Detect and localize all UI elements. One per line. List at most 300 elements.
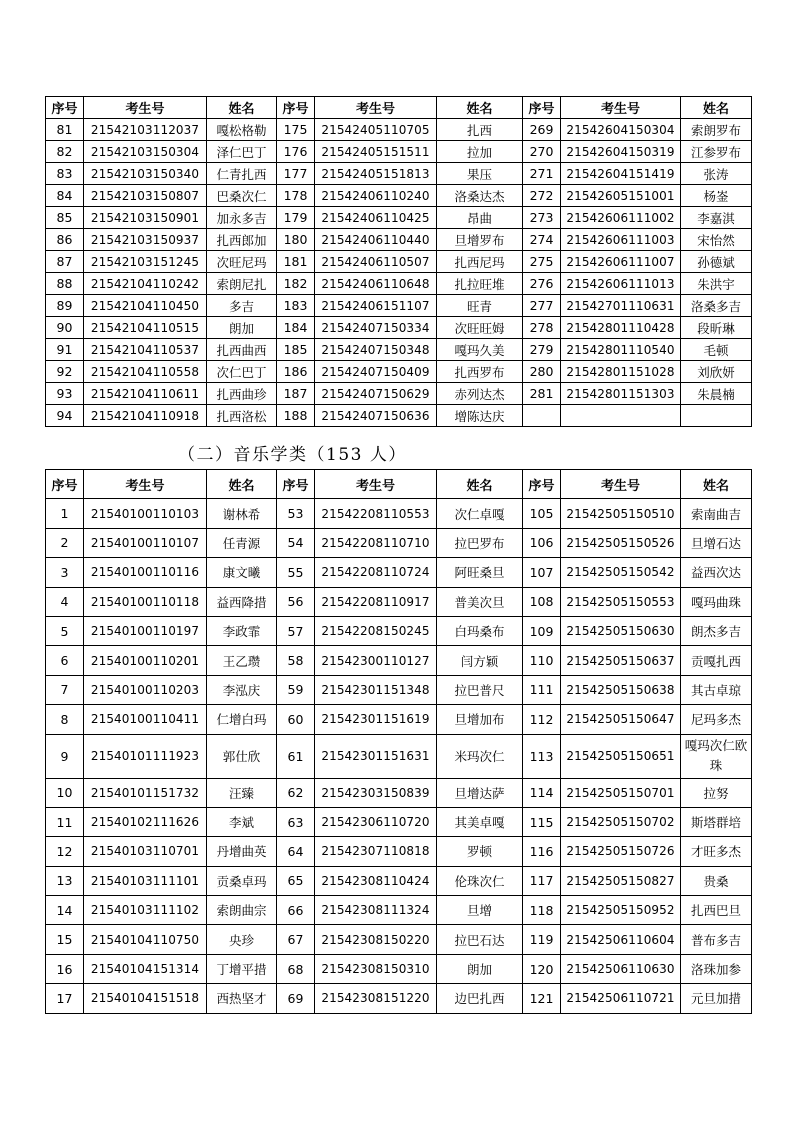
cell-seq: 94 [46,405,84,427]
table-row [46,163,752,185]
cell-seq: 2 [46,528,84,557]
table-header-row [46,97,752,119]
cell-name: 江参罗布 [681,141,752,163]
cell-exam-id: 21542604151419 [561,163,681,185]
cell-seq [523,405,561,427]
cell-name: 汪臻 [207,778,277,807]
cell-name: 昂曲 [437,207,523,229]
header-name: 姓名 [681,97,752,119]
cell-exam-id: 21542407150409 [315,361,437,383]
cell-exam-id: 21542103150937 [84,229,207,251]
cell-name: 贵桑 [681,866,752,895]
cell-exam-id: 21542103150807 [84,185,207,207]
cell-exam-id: 21542505150952 [561,896,681,925]
cell-seq: 67 [277,925,315,954]
header-seq: 序号 [277,97,315,119]
cell-seq: 59 [277,675,315,704]
cell-seq: 3 [46,558,84,587]
cell-name: 扎西罗布 [437,361,523,383]
cell-name: 扎西 [437,119,523,141]
cell-seq: 90 [46,317,84,339]
header-name: 姓名 [207,97,277,119]
cell-seq: 5 [46,616,84,645]
cell-exam-id: 21542505150647 [561,705,681,734]
cell-exam-id: 21540100110103 [84,499,207,528]
cell-seq: 69 [277,984,315,1013]
cell-name: 丁增平措 [207,954,277,983]
cell-name: 次仁巴丁 [207,361,277,383]
cell-name: 嘎松格勒 [207,119,277,141]
cell-seq: 10 [46,778,84,807]
cell-exam-id: 21542301151631 [315,734,437,778]
admission-table-2 [45,469,752,1014]
cell-name: 旦增石达 [681,528,752,557]
cell-seq: 186 [277,361,315,383]
cell-seq: 15 [46,925,84,954]
cell-seq: 82 [46,141,84,163]
table-header-row [46,470,752,499]
table-row [46,229,752,251]
table-row [46,616,752,645]
table-row [46,954,752,983]
cell-exam-id: 21542308150220 [315,925,437,954]
cell-seq: 16 [46,954,84,983]
cell-name: 旦增 [437,896,523,925]
cell-name: 仁青扎西 [207,163,277,185]
cell-exam-id: 21542103150340 [84,163,207,185]
cell-name: 拉加 [437,141,523,163]
cell-seq: 280 [523,361,561,383]
cell-name: 丹增曲英 [207,837,277,866]
cell-name: 才旺多杰 [681,837,752,866]
cell-name: 李斌 [207,807,277,836]
cell-exam-id: 21542505150651 [561,734,681,778]
cell-seq: 7 [46,675,84,704]
cell-name: 拉巴罗布 [437,528,523,557]
header-exam-id: 考生号 [84,97,207,119]
cell-seq: 93 [46,383,84,405]
cell-seq: 112 [523,705,561,734]
cell-seq: 81 [46,119,84,141]
table-row [46,207,752,229]
cell-exam-id: 21542208110917 [315,587,437,616]
cell-seq: 117 [523,866,561,895]
header-name: 姓名 [437,470,523,499]
cell-seq: 110 [523,646,561,675]
cell-exam-id: 21542301151348 [315,675,437,704]
cell-exam-id: 21542307110818 [315,837,437,866]
cell-seq: 92 [46,361,84,383]
cell-exam-id: 21542407150334 [315,317,437,339]
cell-exam-id: 21542104110537 [84,339,207,361]
cell-seq: 65 [277,866,315,895]
admission-table-1 [45,96,752,427]
cell-name: 益西降措 [207,587,277,616]
table-row [46,866,752,895]
cell-name: 拉巴普尺 [437,675,523,704]
header-seq: 序号 [46,470,84,499]
cell-seq: 185 [277,339,315,361]
cell-name: 拉巴石达 [437,925,523,954]
header-seq: 序号 [523,470,561,499]
table-row [46,734,752,778]
table-row [46,896,752,925]
cell-name: 巴桑次仁 [207,185,277,207]
table-row [46,675,752,704]
cell-exam-id: 21542104110611 [84,383,207,405]
cell-seq: 121 [523,984,561,1013]
table-row [46,251,752,273]
cell-seq: 87 [46,251,84,273]
cell-seq: 66 [277,896,315,925]
cell-exam-id: 21542801110428 [561,317,681,339]
cell-name: 西热坚才 [207,984,277,1013]
cell-name: 刘欣妍 [681,361,752,383]
header-exam-id: 考生号 [561,97,681,119]
cell-name: 李嘉淇 [681,207,752,229]
table-row [46,405,752,427]
cell-exam-id: 21542104110515 [84,317,207,339]
cell-seq: 57 [277,616,315,645]
cell-seq: 272 [523,185,561,207]
cell-name: 扎西曲西 [207,339,277,361]
cell-name: 其古卓琼 [681,675,752,704]
cell-seq: 62 [277,778,315,807]
cell-seq: 184 [277,317,315,339]
cell-seq: 14 [46,896,84,925]
cell-seq: 120 [523,954,561,983]
table-row [46,646,752,675]
cell-seq: 86 [46,229,84,251]
cell-name: 次仁卓嘎 [437,499,523,528]
cell-exam-id: 21542406110240 [315,185,437,207]
cell-exam-id: 21542505150637 [561,646,681,675]
cell-exam-id: 21542208150245 [315,616,437,645]
header-seq: 序号 [277,470,315,499]
cell-seq: 12 [46,837,84,866]
cell-seq: 276 [523,273,561,295]
cell-exam-id: 21542405110705 [315,119,437,141]
cell-seq: 11 [46,807,84,836]
cell-seq: 105 [523,499,561,528]
cell-exam-id: 21542308110424 [315,866,437,895]
cell-seq: 113 [523,734,561,778]
cell-name: 孙德斌 [681,251,752,273]
cell-exam-id: 21542301151619 [315,705,437,734]
cell-name: 郭仕欣 [207,734,277,778]
cell-seq: 183 [277,295,315,317]
header-exam-id: 考生号 [561,470,681,499]
cell-exam-id: 21542606111003 [561,229,681,251]
cell-seq: 180 [277,229,315,251]
cell-name: 阿旺桑旦 [437,558,523,587]
cell-name: 李政霏 [207,616,277,645]
cell-exam-id: 21542208110724 [315,558,437,587]
cell-exam-id: 21542605151001 [561,185,681,207]
cell-seq: 63 [277,807,315,836]
cell-exam-id: 21542306110720 [315,807,437,836]
cell-name: 普美次旦 [437,587,523,616]
cell-name: 朱晨楠 [681,383,752,405]
cell-name: 洛珠加参 [681,954,752,983]
cell-exam-id: 21542505150726 [561,837,681,866]
cell-exam-id: 21540100110118 [84,587,207,616]
cell-name: 索朗罗布 [681,119,752,141]
cell-exam-id: 21542505150553 [561,587,681,616]
table-row [46,295,752,317]
cell-exam-id [561,405,681,427]
cell-seq: 60 [277,705,315,734]
cell-exam-id: 21540104110750 [84,925,207,954]
cell-exam-id: 21540100110107 [84,528,207,557]
cell-seq: 269 [523,119,561,141]
cell-seq: 119 [523,925,561,954]
cell-exam-id: 21542407150348 [315,339,437,361]
cell-seq: 89 [46,295,84,317]
cell-name: 任青源 [207,528,277,557]
header-seq: 序号 [46,97,84,119]
cell-name: 朗杰多吉 [681,616,752,645]
cell-seq: 279 [523,339,561,361]
cell-name [681,405,752,427]
cell-exam-id: 21542505150542 [561,558,681,587]
cell-exam-id: 21540103111102 [84,896,207,925]
cell-seq: 1 [46,499,84,528]
cell-name: 张涛 [681,163,752,185]
cell-name: 贡嘎扎西 [681,646,752,675]
cell-exam-id: 21542104110918 [84,405,207,427]
cell-seq: 178 [277,185,315,207]
cell-exam-id: 21542506110721 [561,984,681,1013]
cell-seq: 108 [523,587,561,616]
table-row [46,558,752,587]
cell-name: 扎西尼玛 [437,251,523,273]
cell-name: 普布多吉 [681,925,752,954]
cell-name: 李泓庆 [207,675,277,704]
table-row [46,705,752,734]
cell-exam-id: 21542606111002 [561,207,681,229]
cell-seq: 55 [277,558,315,587]
cell-seq: 277 [523,295,561,317]
cell-exam-id: 21542505150701 [561,778,681,807]
cell-seq: 58 [277,646,315,675]
cell-name: 嘎玛曲珠 [681,587,752,616]
cell-name: 杨崟 [681,185,752,207]
cell-name: 央珍 [207,925,277,954]
cell-seq: 4 [46,587,84,616]
cell-exam-id: 21540100110116 [84,558,207,587]
cell-seq: 278 [523,317,561,339]
cell-name: 康文曦 [207,558,277,587]
cell-exam-id: 21542505150630 [561,616,681,645]
cell-seq: 88 [46,273,84,295]
table-row [46,778,752,807]
table-row [46,119,752,141]
cell-exam-id: 21542405151813 [315,163,437,185]
cell-name: 益西次达 [681,558,752,587]
cell-name: 罗顿 [437,837,523,866]
cell-exam-id: 21542505150526 [561,528,681,557]
cell-name: 旦增加布 [437,705,523,734]
cell-exam-id: 21542407150629 [315,383,437,405]
cell-name: 次旺尼玛 [207,251,277,273]
table-row [46,925,752,954]
cell-seq: 270 [523,141,561,163]
cell-exam-id: 21542308151220 [315,984,437,1013]
cell-name: 段昕琳 [681,317,752,339]
cell-exam-id: 21540100110201 [84,646,207,675]
header-exam-id: 考生号 [84,470,207,499]
cell-exam-id: 21540102111626 [84,807,207,836]
cell-name: 增陈达庆 [437,405,523,427]
cell-name: 边巴扎西 [437,984,523,1013]
header-name: 姓名 [681,470,752,499]
cell-seq: 54 [277,528,315,557]
cell-exam-id: 21540101151732 [84,778,207,807]
cell-exam-id: 21542604150319 [561,141,681,163]
header-exam-id: 考生号 [315,470,437,499]
cell-seq: 176 [277,141,315,163]
cell-exam-id: 21542604150304 [561,119,681,141]
cell-name: 白玛桑布 [437,616,523,645]
cell-name: 朱洪宇 [681,273,752,295]
table-row [46,587,752,616]
table-row [46,984,752,1013]
cell-seq: 114 [523,778,561,807]
cell-seq: 84 [46,185,84,207]
cell-exam-id: 21540100110197 [84,616,207,645]
cell-seq: 107 [523,558,561,587]
cell-exam-id: 21542406110425 [315,207,437,229]
cell-exam-id: 21542801151028 [561,361,681,383]
cell-name: 尼玛多杰 [681,705,752,734]
cell-exam-id: 21542406110507 [315,251,437,273]
cell-seq: 188 [277,405,315,427]
cell-exam-id: 21542801151303 [561,383,681,405]
cell-name: 嘎玛次仁欧珠 [681,734,752,778]
cell-exam-id: 21542308111324 [315,896,437,925]
cell-name: 元旦加措 [681,984,752,1013]
cell-exam-id: 21540101111923 [84,734,207,778]
cell-name: 宋怡然 [681,229,752,251]
cell-exam-id: 21542406110648 [315,273,437,295]
cell-exam-id: 21542606111013 [561,273,681,295]
cell-name: 谢林希 [207,499,277,528]
cell-seq: 118 [523,896,561,925]
cell-exam-id: 21542208110553 [315,499,437,528]
cell-name: 索朗曲宗 [207,896,277,925]
cell-name: 拉努 [681,778,752,807]
cell-name: 米玛次仁 [437,734,523,778]
cell-exam-id: 21542208110710 [315,528,437,557]
cell-seq: 116 [523,837,561,866]
table-row [46,273,752,295]
cell-name: 次旺旺姆 [437,317,523,339]
header-name: 姓名 [437,97,523,119]
cell-name: 王乙瓒 [207,646,277,675]
cell-name: 索南曲吉 [681,499,752,528]
cell-seq: 115 [523,807,561,836]
cell-name: 伦珠次仁 [437,866,523,895]
cell-name: 果压 [437,163,523,185]
header-exam-id: 考生号 [315,97,437,119]
cell-exam-id: 21540100110411 [84,705,207,734]
cell-name: 旦增罗布 [437,229,523,251]
cell-seq: 8 [46,705,84,734]
cell-exam-id: 21540100110203 [84,675,207,704]
cell-seq: 68 [277,954,315,983]
cell-name: 贡桑卓玛 [207,866,277,895]
cell-exam-id: 21542406110440 [315,229,437,251]
table-row [46,499,752,528]
cell-seq: 64 [277,837,315,866]
cell-exam-id: 21542505150702 [561,807,681,836]
cell-name: 扎西曲珍 [207,383,277,405]
cell-name: 旦增达萨 [437,778,523,807]
cell-seq: 13 [46,866,84,895]
cell-seq: 9 [46,734,84,778]
cell-exam-id: 21542303150839 [315,778,437,807]
cell-seq: 85 [46,207,84,229]
cell-exam-id: 21542103150901 [84,207,207,229]
cell-name: 朗加 [207,317,277,339]
cell-seq: 175 [277,119,315,141]
cell-exam-id: 21542103150304 [84,141,207,163]
cell-seq: 275 [523,251,561,273]
cell-name: 朗加 [437,954,523,983]
cell-exam-id: 21542506110630 [561,954,681,983]
cell-name: 仁增白玛 [207,705,277,734]
cell-name: 扎西洛松 [207,405,277,427]
cell-name: 泽仁巴丁 [207,141,277,163]
cell-name: 闫方颖 [437,646,523,675]
cell-exam-id: 21540103110701 [84,837,207,866]
cell-exam-id: 21542505150510 [561,499,681,528]
table-row [46,837,752,866]
cell-exam-id: 21542103112037 [84,119,207,141]
cell-name: 扎拉旺堆 [437,273,523,295]
table-row [46,528,752,557]
header-name: 姓名 [207,470,277,499]
table-row [46,383,752,405]
cell-seq: 83 [46,163,84,185]
cell-exam-id: 21540104151518 [84,984,207,1013]
cell-exam-id: 21542606111007 [561,251,681,273]
table-row [46,141,752,163]
cell-seq: 181 [277,251,315,273]
cell-exam-id: 21542505150827 [561,866,681,895]
cell-seq: 187 [277,383,315,405]
cell-seq: 274 [523,229,561,251]
cell-seq: 177 [277,163,315,185]
cell-seq: 56 [277,587,315,616]
cell-seq: 109 [523,616,561,645]
cell-name: 扎西巴旦 [681,896,752,925]
cell-exam-id: 21542506110604 [561,925,681,954]
cell-exam-id: 21542308150310 [315,954,437,983]
table-row [46,361,752,383]
cell-name: 索朗尼扎 [207,273,277,295]
cell-name: 旺青 [437,295,523,317]
cell-exam-id: 21542406151107 [315,295,437,317]
cell-seq: 53 [277,499,315,528]
cell-seq: 179 [277,207,315,229]
cell-exam-id: 21542701110631 [561,295,681,317]
cell-exam-id: 21542405151511 [315,141,437,163]
cell-name: 洛桑多吉 [681,295,752,317]
cell-exam-id: 21542300110127 [315,646,437,675]
table-row [46,317,752,339]
